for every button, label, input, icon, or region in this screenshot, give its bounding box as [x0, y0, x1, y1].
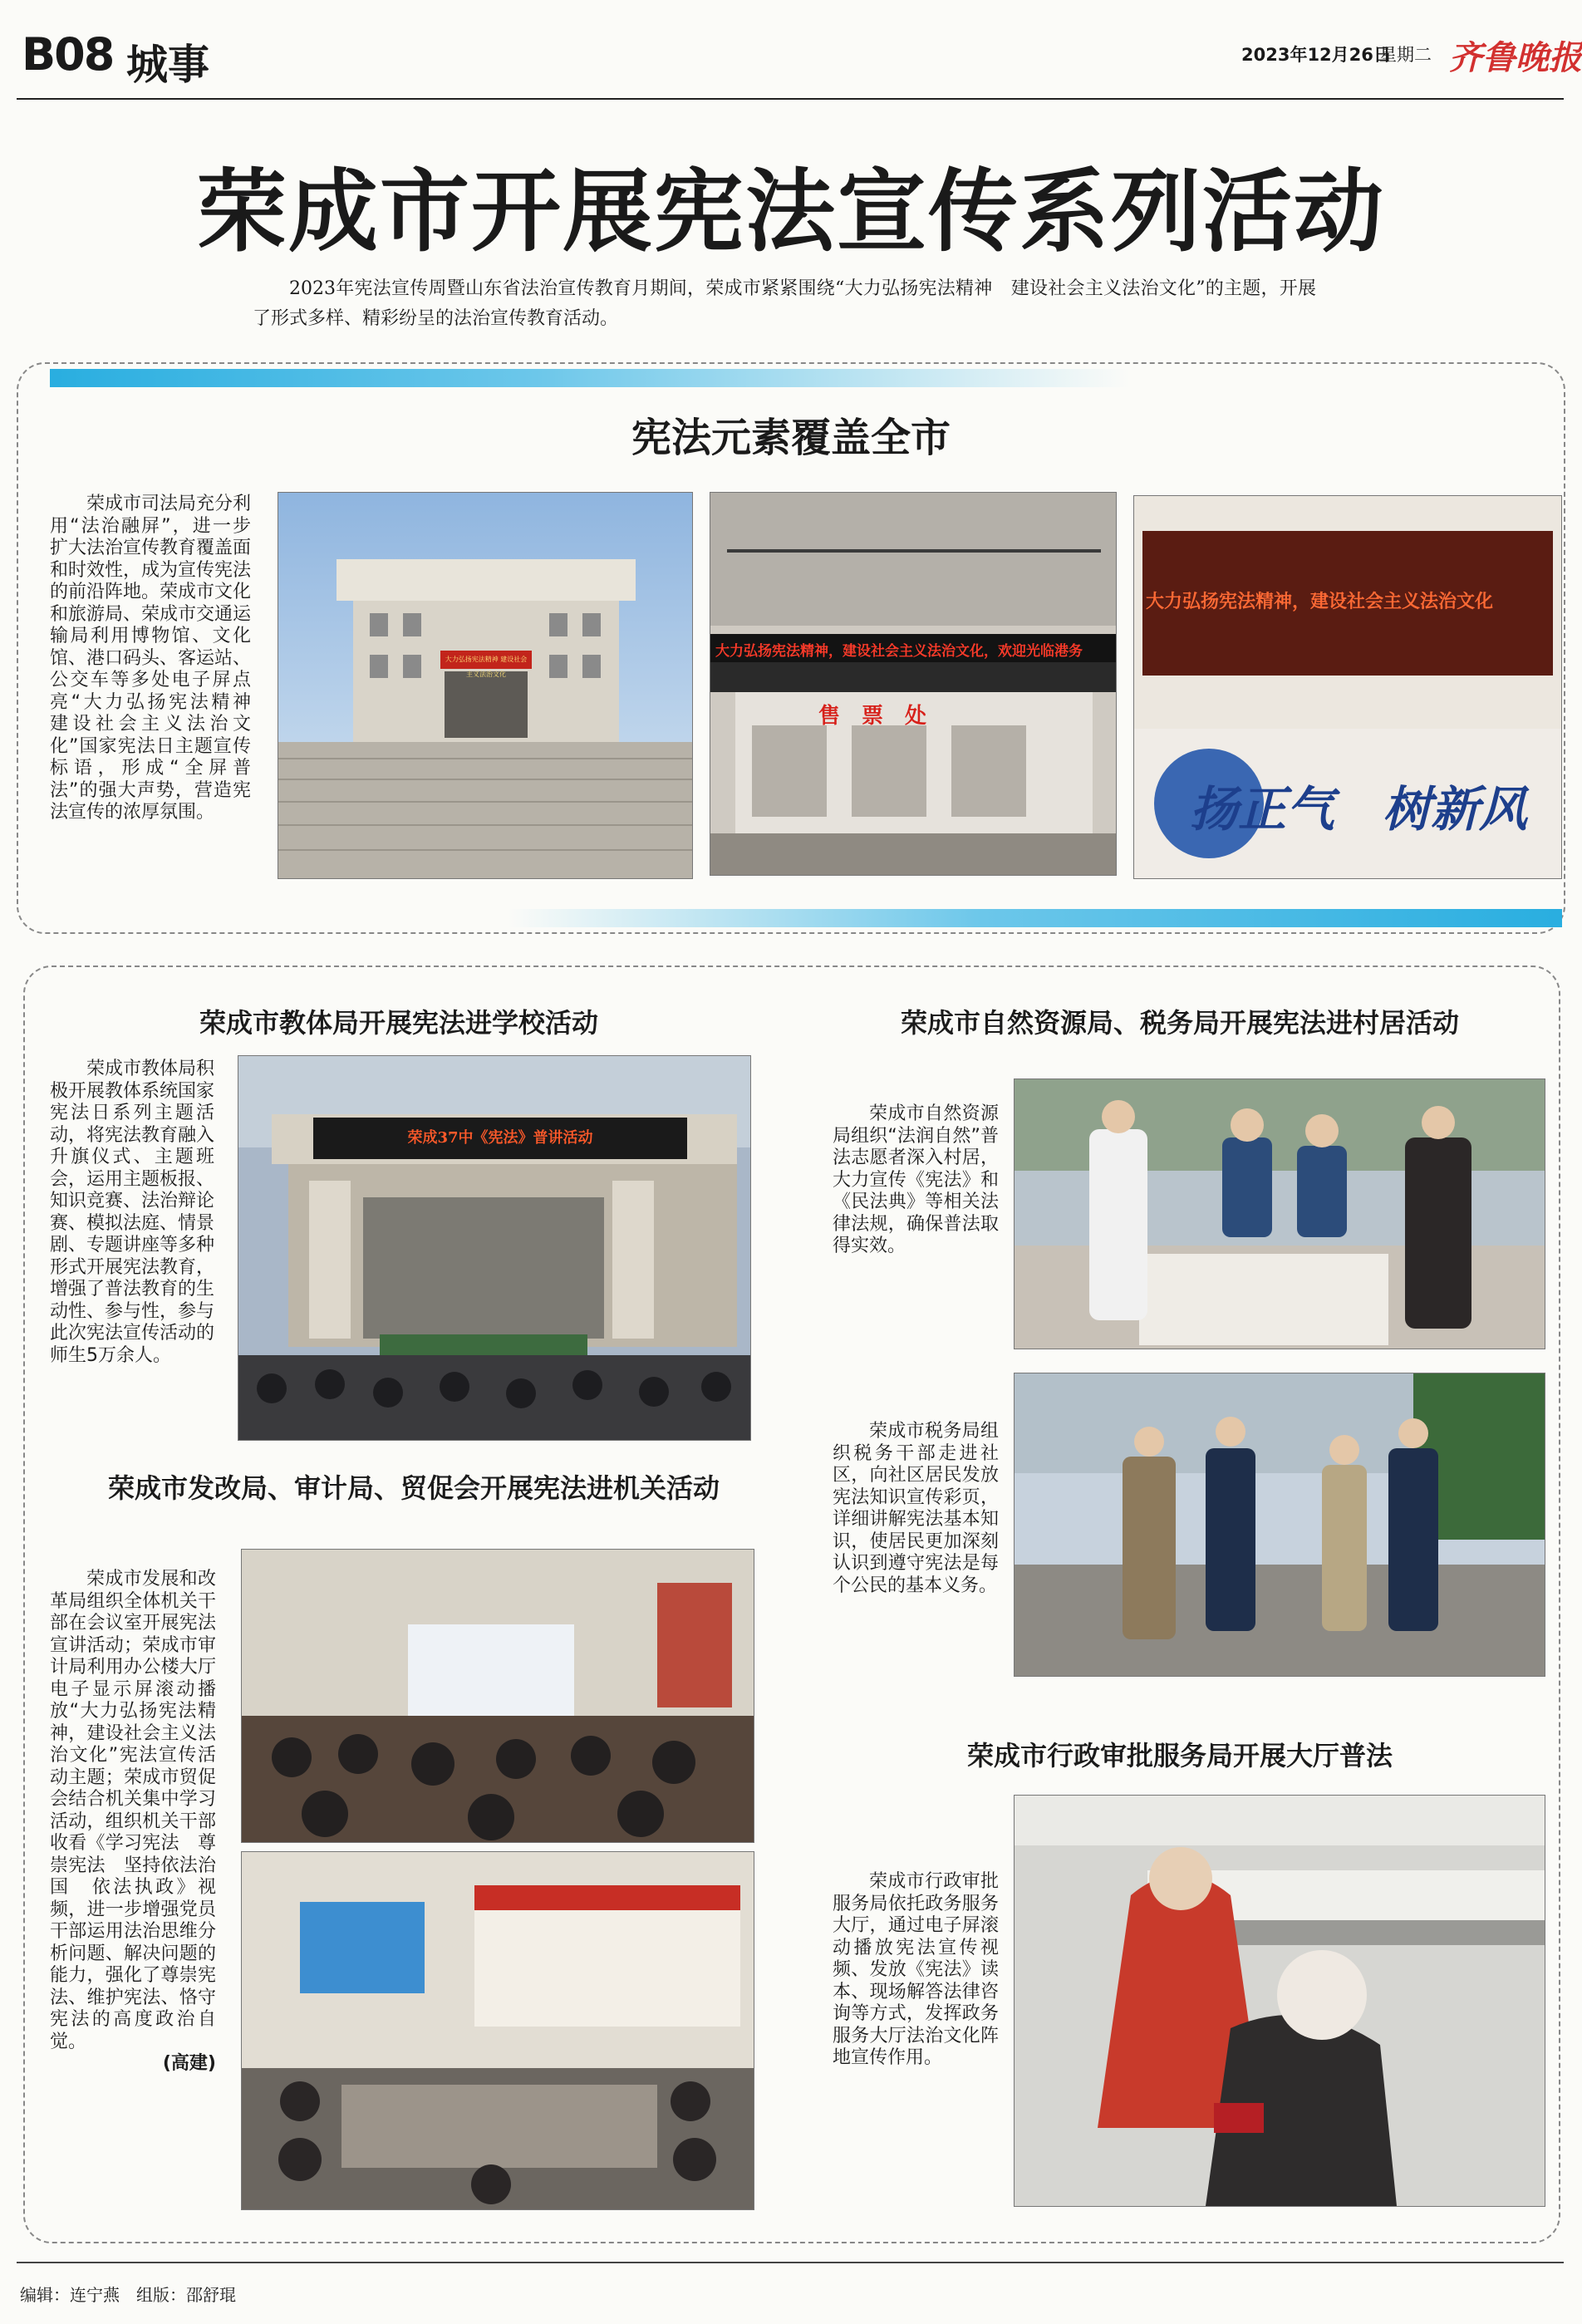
organs-section-title: 荣成市发改局、审计局、贸促会开展宪法进机关活动	[107, 1472, 720, 1504]
village-article-2: 荣成市税务局组织税务干部走进社区，向社区居民发放宪法知识宣传彩页，详细讲解宪法基本知识，使居民更加深刻认识到遵守宪法是每个公民的基本义务。	[833, 1421, 999, 1596]
issue-weekday: 星期二	[1379, 45, 1432, 65]
header-divider	[17, 98, 1564, 100]
organs-article	[50, 1569, 216, 2076]
section-name: 城事	[126, 40, 209, 89]
photo1-sign-text: 大力弘扬宪法精神 建设社会主义法治文化	[445, 656, 528, 678]
panel1-title: 宪法元素覆盖全市	[631, 415, 951, 461]
photo-museum-building	[278, 492, 693, 879]
school-article: 荣成市教体局积极开展教体系统国家宪法日系列主题活动，将宪法教育融入升旗仪式、主题班会，运用主题板报、知识竞赛、法治辩论赛、模拟法庭、情景剧、专题讲座等多种形式开展宪法教育，增强了普法教育的生动性、参与性，参与此次宪法宣传活动的师生5万余人。	[50, 1059, 215, 1366]
photo-school-banner: 荣成37中《宪法》普讲活动	[313, 1118, 687, 1159]
gradient-bar-bottom	[508, 909, 1562, 927]
hall-article: 荣成市行政审批服务局依托政务服务大厅，通过电子屏滚动播放宪法宣传视频、发放《宪法》读本、现场解答法律咨询等方式，发挥政务服务大厅法治文化阵地宣传作用。	[833, 1871, 999, 2068]
page-code: B08	[22, 28, 114, 81]
village-article-1: 荣成市自然资源局组织“法润自然”普法志愿者深入村居，大力宣传《宪法》和《民法典》等相关法律法规，确保普法取得实效。	[833, 1103, 999, 1256]
photo-meeting-room-1	[241, 1549, 754, 1843]
photo-tax-community	[1014, 1373, 1545, 1677]
editor-credits: 编辑：连宁燕 组版：邵舒琨	[20, 2285, 236, 2305]
photo-meeting-room-2	[241, 1851, 754, 2210]
village-section-title: 荣成市自然资源局、税务局开展宪法进村居活动	[900, 1007, 1459, 1039]
organs-author: (高建)	[162, 2053, 216, 2074]
issue-date: 2023年12月26日	[1241, 45, 1391, 65]
photo3-led-text: 大力弘扬宪法精神，建设社会主义法治文化	[1146, 591, 1494, 612]
hall-section-title: 荣成市行政审批服务局开展大厅普法	[966, 1740, 1393, 1771]
newspaper-logo: 齐鲁晚报	[1449, 38, 1582, 77]
footer-divider	[17, 2262, 1564, 2263]
gradient-bar-top	[50, 369, 1130, 387]
photo-school-event	[238, 1055, 751, 1441]
lead-paragraph: 2023年宪法宣传周暨山东省法治宣传教育月期间，荣成市紧紧围绕“大力弘扬宪法精神 建设社会主义法治文化”的主题，开展了形式多样、精彩纷呈的法治宣传教育活动。	[253, 278, 1316, 329]
photo2-led-banner: 大力弘扬宪法精神，建设社会主义法治文化，欢迎光临港务	[715, 643, 1083, 660]
photo3-slogan: 扬正气 树新风	[1189, 781, 1527, 838]
main-headline: 荣成市开展宪法宣传系列活动	[196, 160, 1385, 264]
organs-article-text: 荣成市发展和改革局组织全体机关干部在会议室开展宪法宣讲活动；荣成市审计局利用办公楼大厅电子显示屏滚动播放“大力弘扬宪法精神，建设社会主义法治文化”宪法宣传活动主题；荣成市贸促会结合机关集中学习活动，组织机关干部收看《学习宪法 尊崇宪法 坚持依法治国 依法执政》视频，进一步增强党员干部运用法治思维分析问题、解决问题的能力，强化了尊崇宪法、维护宪法、恪守宪法的高度政治自觉。	[50, 1569, 216, 2052]
school-section-title: 荣成市教体局开展宪法进学校活动	[199, 1007, 598, 1039]
photo2-counter-sign: 售 票 处	[818, 704, 927, 729]
photo-service-hall	[1014, 1795, 1545, 2207]
photo-ticket-hall	[710, 492, 1117, 876]
panel1-article: 荣成市司法局充分利用“法治融屏”，进一步扩大法治宣传教育覆盖面和时效性，成为宣传宪法的前沿阵地。荣成市文化和旅游局、荣成市交通运输局利用博物馆、文化馆、港口码头、客运站、公交车等多处电子屏点亮“大力弘扬宪法精神 建设社会主义法治文化”国家宪法日主题宣传标语，形成“全屏普法”的强大声势，营造宪法宣传的浓厚氛围。	[50, 494, 270, 823]
photo-volunteers	[1014, 1078, 1545, 1349]
photo-led-screen	[1133, 495, 1562, 879]
